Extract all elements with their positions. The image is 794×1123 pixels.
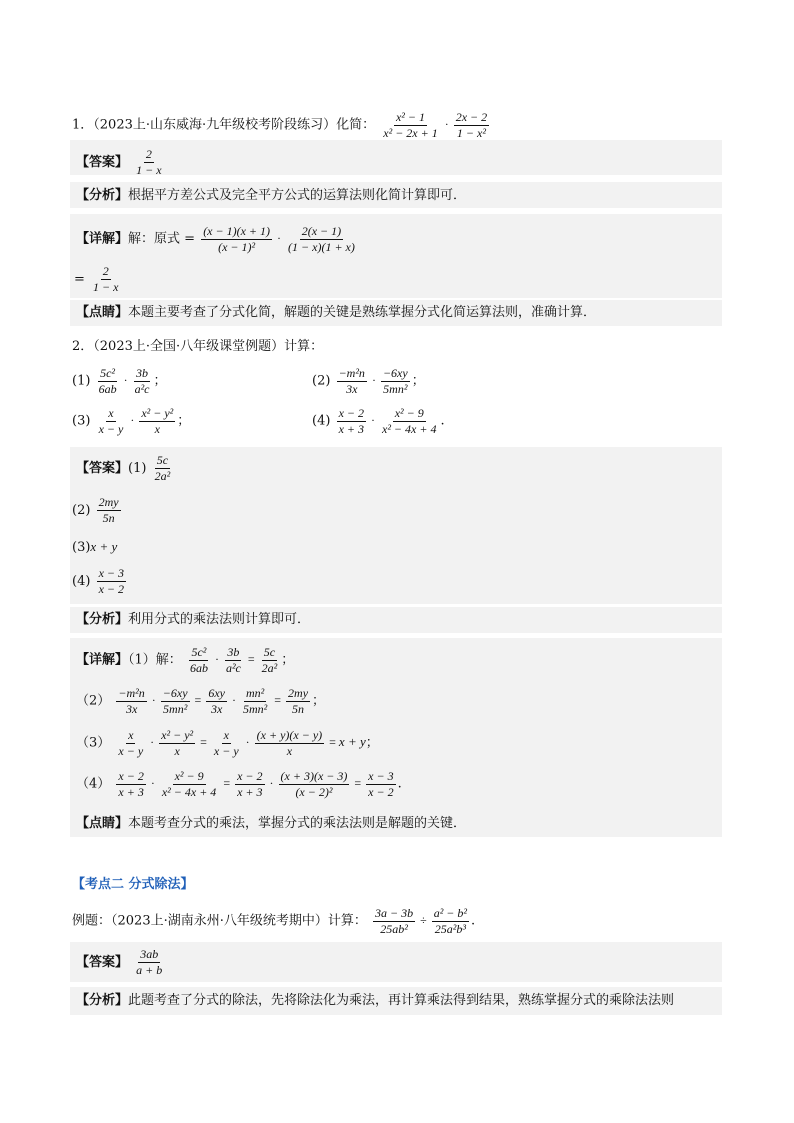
section-title: 【考点二 分式除法】 — [72, 877, 194, 892]
example-answer-box — [70, 942, 722, 982]
q2-answer-3: (3)x + y — [72, 539, 118, 555]
q1-detail-result: = $\frac{2}{1 - x}$ — [74, 264, 119, 294]
q2-detail-1: 【详解】（1）解： $\frac{\text{5c²}}{6ab}$ · $\frac{3b}{\text{a²c}}$ = $\frac{5c}{\text{2a²}}$ ； — [76, 645, 295, 675]
q1-fraction-2: $\frac{2x - 2}{\text{1 − x²}}$ — [455, 110, 488, 140]
q2-comment: 【点睛】本题考查分式的乘法，掌握分式的乘法法则是解题的关键． — [76, 816, 467, 831]
q2-answer-4: (4) $\frac{x - 3}{x - 2}$ — [72, 566, 124, 596]
q1-answer: 【答案】 $\frac{2}{1 - x}$ — [76, 147, 162, 177]
q2-answer-2: (2) $\frac{2my}{5n}$ — [72, 495, 119, 525]
q2-answer-1: 【答案】(1) $\frac{5c}{\text{2a²}}$ — [76, 453, 171, 483]
q2-part-1: (1) $\frac{\text{5c²}}{6ab}$ · $\frac{3b}{\text{a²c}}$ ； — [72, 366, 167, 396]
q2-part-3: (3) $\frac{x}{x - y}$ · $\frac{\text{x² − y²}}{x}$ ； — [72, 406, 191, 436]
q2-analysis: 【分析】利用分式的乘法法则计算即可． — [76, 612, 311, 627]
example-analysis: 【分析】此题考查了分式的除法，先将除法化为乘法，再计算乘法得到结果，熟练掌握分式的乘除法法则 — [76, 993, 675, 1008]
q1-comment: 【点睛】本题主要考查了分式化简，解题的关键是熟练掌握分式化简运算法则，准确计算． — [76, 305, 597, 320]
q1-detail: 【详解】解：原式 = $\frac{(x - 1)(x + 1)}{\text{(x − 1)²}}$ · $\frac{2(x - 1)}{(1 - x)(1 + x)}$ — [76, 224, 355, 254]
q2-part-4: (4) $\frac{x - 2}{x + 3}$ · $\frac{\text{x² − 9}}{\text{x² − 4x + 4}}$ . — [312, 406, 445, 436]
q1-analysis: 【分析】根据平方差公式及完全平方公式的运算法则化简计算即可． — [76, 188, 467, 203]
q1-intro: 1．（2023上·山东威海·九年级校考阶段练习）化简： — [72, 117, 376, 133]
q2-detail-2: （2） $\frac{\text{−m²n}}{3x}$ · $\frac{-6xy}{\text{5mn²}}$ = $\frac{6xy}{3x}$ · $\frac{\text{mn²}}{\text{5mn²}}$ = $\frac{2my}{5n}$ ； — [76, 686, 326, 716]
q2-part-2: (2) $\frac{\text{−m²n}}{3x}$ · $\frac{-6xy}{\text{5mn²}}$ ； — [312, 366, 425, 396]
example-question: 例题：（2023上·湖南永州·八年级统考期中）计算： $\frac{3a - 3b}{\text{25ab²}}$ ÷ $\frac{\text{a² − b²}}{\text{25a²b³}}$ . — [72, 906, 476, 936]
q2-detail-3: （3） $\frac{x}{x - y}$ · $\frac{\text{x² − y²}}{x}$ = $\frac{x}{x - y}$ · $\frac{(x + y)(x - y)}{x}$ = x + y； — [76, 728, 379, 758]
q1-fraction-1: $\frac{\text{x² − 1}}{\text{x² − 2x + 1}}$ — [383, 110, 438, 140]
q2-question: 2．（2023上·全国·八年级课堂例题）计算： — [72, 339, 324, 354]
q1-answer-box — [70, 140, 722, 175]
q1-question: 1．（2023上·山东威海·九年级校考阶段练习）化简： $\frac{\text{x² − 1}}{\text{x² − 2x + 1}}$ · $\frac{2x - 2}{\text{1 − x²}}$ — [72, 110, 488, 140]
example-answer: 【答案】 $\frac{3ab}{a + b}$ — [76, 947, 163, 977]
q2-detail-4: （4） $\frac{x - 2}{x + 3}$ · $\frac{\text{x² − 9}}{\text{x² − 4x + 4}}$ = $\frac{x - 2}{x + 3}$ · $\frac{(x + 3)(x - 3)}{\text{(x − 2)²}}$ = $\frac{x - 3}{x - 2}$ . — [76, 769, 402, 799]
